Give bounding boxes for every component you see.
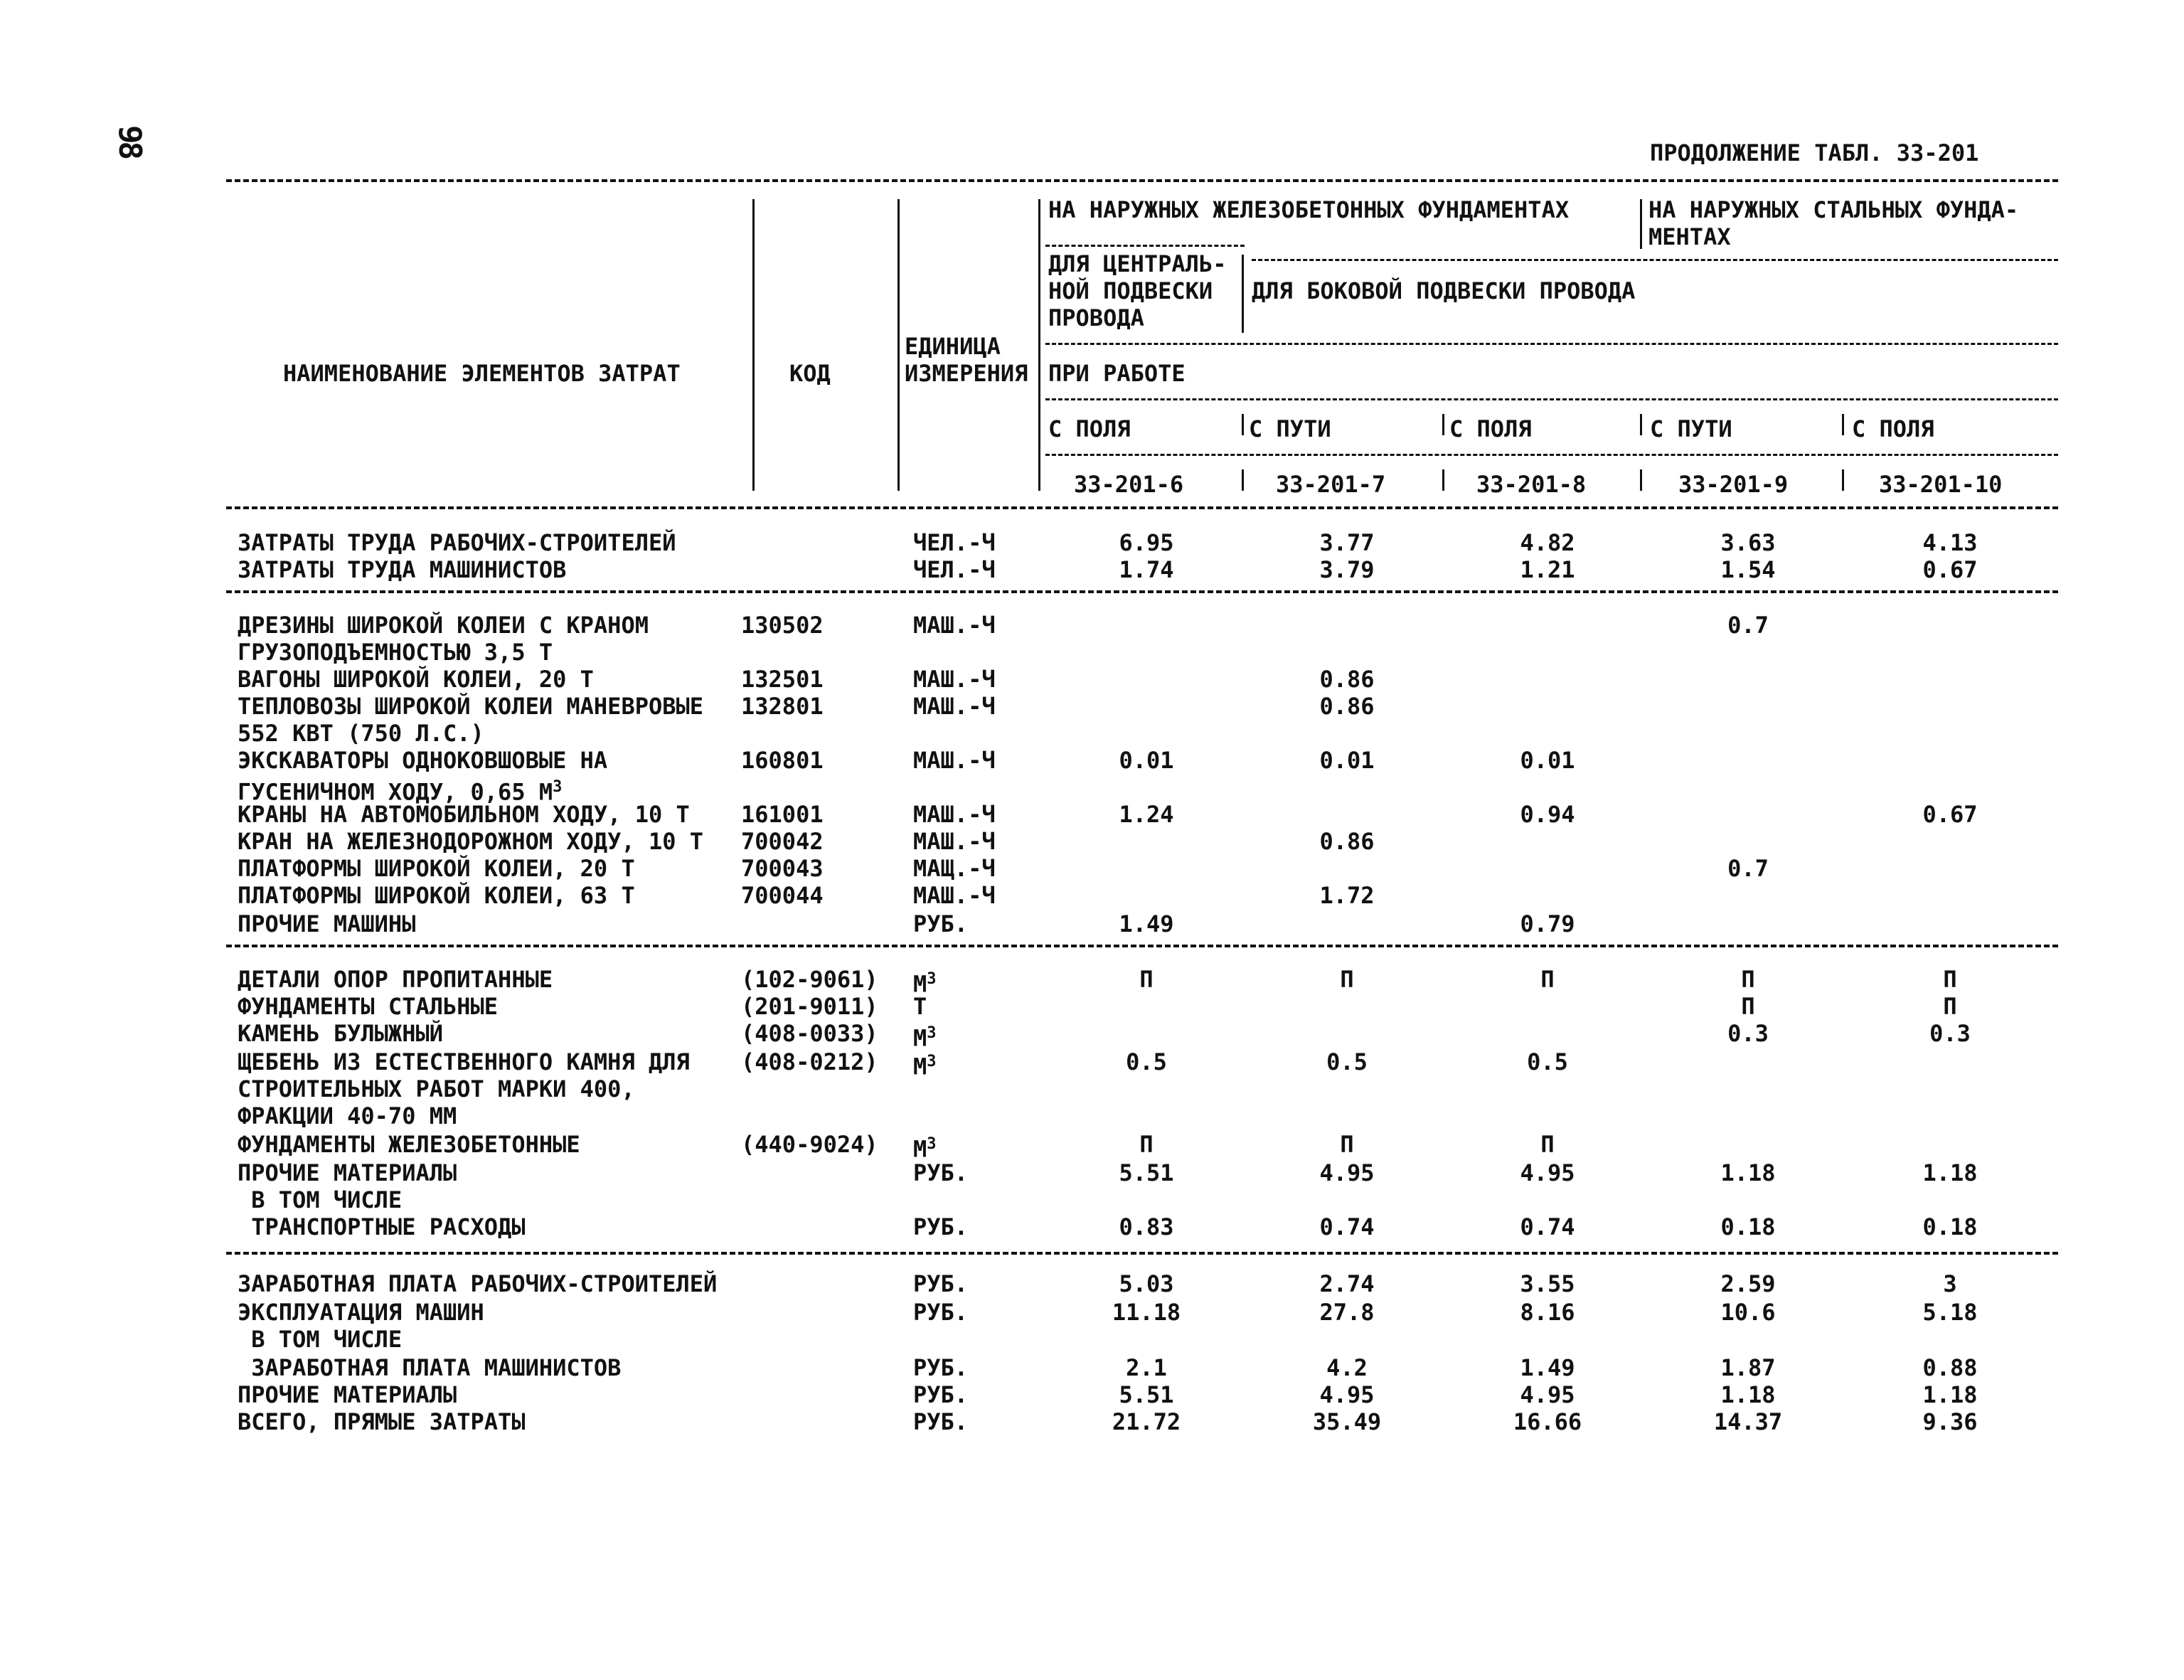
unit-of-measure: МАШ.-Ч (913, 747, 996, 774)
unit-of-measure: РУБ. (913, 1213, 969, 1240)
table-row (0, 801, 2184, 828)
table-top-rule (226, 179, 2058, 182)
value-cell: 2.74 (1319, 1270, 1375, 1297)
unit-of-measure: РУБ. (913, 910, 969, 937)
resource-code: 132501 (741, 666, 824, 693)
header-rule (1045, 343, 2058, 345)
header-rule (1045, 454, 2058, 456)
header-norm-code: 33-201-10 (1879, 471, 2003, 498)
value-cell: 0.5 (1326, 1048, 1368, 1075)
value-cell: 0.67 (1922, 801, 1978, 828)
unit-of-measure: ЧЕЛ.-Ч (913, 529, 996, 556)
value-cell: П (1540, 966, 1555, 993)
value-cell: 3.79 (1319, 556, 1375, 583)
cost-element-name: ПРОЧИЕ МАШИНЫ (238, 910, 416, 937)
value-cell: 16.66 (1513, 1408, 1582, 1435)
value-cell: 1.21 (1520, 556, 1575, 583)
value-cell: 0.67 (1922, 556, 1978, 583)
cost-element-name: В ТОМ ЧИСЛЕ (238, 1186, 403, 1213)
value-cell: 1.87 (1720, 1354, 1776, 1381)
value-cell: 0.18 (1922, 1213, 1978, 1240)
value-cell: 0.83 (1119, 1213, 1174, 1240)
table-row (0, 1186, 2184, 1213)
header-separator (1242, 469, 1244, 491)
value-cell: 0.3 (1727, 1020, 1769, 1047)
value-cell: 0.3 (1929, 1020, 1971, 1047)
value-cell: 1.49 (1520, 1354, 1575, 1381)
value-cell: 1.54 (1720, 556, 1776, 583)
value-cell: П (1139, 966, 1154, 993)
resource-code: (440-9024) (741, 1131, 878, 1158)
unit-of-measure: РУБ. (913, 1270, 969, 1297)
table-row (0, 612, 2184, 639)
value-cell: 35.49 (1312, 1408, 1382, 1435)
header-separator (1242, 255, 1244, 333)
cost-element-name: ПЛАТФОРМЫ ШИРОКОЙ КОЛЕИ, 63 Т (238, 882, 635, 909)
header-central-line3: ПРОВОДА (1048, 304, 1144, 331)
table-row (0, 1102, 2184, 1129)
resource-code: (408-0033) (741, 1020, 878, 1047)
value-cell: 5.51 (1119, 1381, 1174, 1408)
header-mode: С ПУТИ (1650, 415, 1732, 442)
header-separator (1842, 469, 1844, 491)
header-central-line1: ДЛЯ ЦЕНТРАЛЬ- (1048, 250, 1227, 277)
section-separator (226, 590, 2058, 593)
value-cell: П (1943, 993, 1957, 1020)
value-cell: 6.95 (1119, 529, 1174, 556)
cost-element-name: ЩЕБЕНЬ ИЗ ЕСТЕСТВЕННОГО КАМНЯ ДЛЯ (238, 1048, 690, 1075)
table-row (0, 720, 2184, 747)
cost-element-name: ДЕТАЛИ ОПОР ПРОПИТАННЫЕ (238, 966, 553, 993)
unit-of-measure: МАШ.-Ч (913, 882, 996, 909)
cost-element-name: ГРУЗОПОДЪЕМНОСТЬЮ 3,5 Т (238, 639, 553, 666)
cost-element-name: В ТОМ ЧИСЛЕ (238, 1326, 403, 1353)
table-row (0, 693, 2184, 720)
value-cell: 4.82 (1520, 529, 1575, 556)
header-code-column: КОД (789, 360, 831, 387)
value-cell: 3.77 (1319, 529, 1375, 556)
unit-of-measure: РУБ. (913, 1354, 969, 1381)
value-cell: 4.95 (1319, 1381, 1375, 1408)
value-cell: 0.74 (1319, 1213, 1375, 1240)
table-row (0, 774, 2184, 806)
header-group-steel-line1: НА НАРУЖНЫХ СТАЛЬНЫХ ФУНДА- (1648, 196, 2019, 223)
cost-element-name: ТЕПЛОВОЗЫ ШИРОКОЙ КОЛЕИ МАНЕВРОВЫЕ (238, 693, 704, 720)
cost-element-name: ВСЕГО, ПРЯМЫЕ ЗАТРАТЫ (238, 1408, 526, 1435)
value-cell: 0.18 (1720, 1213, 1776, 1240)
value-cell: 0.01 (1520, 747, 1575, 774)
table-row (0, 1048, 2184, 1080)
value-cell: 2.59 (1720, 1270, 1776, 1297)
value-cell: П (1340, 1131, 1354, 1158)
value-cell: П (1943, 966, 1957, 993)
table-row (0, 1381, 2184, 1408)
cost-element-name: ФУНДАМЕНТЫ СТАЛЬНЫЕ (238, 993, 499, 1020)
value-cell: 27.8 (1319, 1299, 1375, 1326)
value-cell: 3.55 (1520, 1270, 1575, 1297)
resource-code: (201-9011) (741, 993, 878, 1020)
value-cell: 1.72 (1319, 882, 1375, 909)
cost-element-name: ПЛАТФОРМЫ ШИРОКОЙ КОЛЕИ, 20 Т (238, 855, 635, 882)
unit-of-measure: $М^3$ (913, 1135, 937, 1163)
cost-element-name: ТРАНСПОРТНЫЕ РАСХОДЫ (238, 1213, 526, 1240)
cost-element-name: ВАГОНЫ ШИРОКОЙ КОЛЕИ, 20 Т (238, 666, 594, 693)
table-row (0, 882, 2184, 909)
unit-of-measure: Т (913, 993, 927, 1020)
value-cell: 4.95 (1319, 1159, 1375, 1186)
header-mode: С ПОЛЯ (1852, 415, 1934, 442)
value-cell: П (1741, 993, 1755, 1020)
value-cell: П (1540, 1131, 1555, 1158)
value-cell: 1.18 (1922, 1159, 1978, 1186)
unit-of-measure: РУБ. (913, 1408, 969, 1435)
cost-element-name: ЗАТРАТЫ ТРУДА МАШИНИСТОВ (238, 556, 567, 583)
table-row (0, 966, 2184, 998)
value-cell: 3 (1943, 1270, 1957, 1297)
table-row (0, 1354, 2184, 1381)
table-row (0, 1020, 2184, 1052)
page-number: 98 (112, 125, 148, 157)
value-cell: 5.51 (1119, 1159, 1174, 1186)
unit-of-measure: МАШ.-Ч (913, 828, 996, 855)
table-row (0, 855, 2184, 882)
table-row (0, 993, 2184, 1020)
table-row (0, 747, 2184, 774)
value-cell: 0.86 (1319, 828, 1375, 855)
header-separator (897, 199, 900, 491)
value-cell: 0.01 (1119, 747, 1174, 774)
table-row (0, 639, 2184, 666)
cost-element-name: ФУНДАМЕНТЫ ЖЕЛЕЗОБЕТОННЫЕ (238, 1131, 580, 1158)
value-cell: 4.13 (1922, 529, 1978, 556)
header-unit-line1: ЕДИНИЦА (905, 333, 1001, 360)
value-cell: 0.5 (1126, 1048, 1167, 1075)
value-cell: П (1340, 966, 1354, 993)
value-cell: 0.5 (1527, 1048, 1568, 1075)
unit-of-measure: ЧЕЛ.-Ч (913, 556, 996, 583)
value-cell: 0.7 (1727, 612, 1769, 639)
value-cell: 8.16 (1520, 1299, 1575, 1326)
header-side-suspension: ДЛЯ БОКОВОЙ ПОДВЕСКИ ПРОВОДА (1252, 277, 1636, 304)
resource-code: 700042 (741, 828, 824, 855)
unit-of-measure: РУБ. (913, 1159, 969, 1186)
value-cell: 0.79 (1520, 910, 1575, 937)
unit-of-measure: РУБ. (913, 1299, 969, 1326)
value-cell: 11.18 (1112, 1299, 1181, 1326)
cost-element-name: ГУСЕНИЧНОМ ХОДУ, 0,65 $М^3$ (238, 778, 563, 806)
unit-of-measure: РУБ. (913, 1381, 969, 1408)
header-separator (1640, 414, 1642, 435)
value-cell: П (1741, 966, 1755, 993)
header-mode: С ПУТИ (1249, 415, 1331, 442)
value-cell: П (1139, 1131, 1154, 1158)
cost-element-name: ДРЕЗИНЫ ШИРОКОЙ КОЛЕИ С КРАНОМ (238, 612, 649, 639)
resource-code: (102-9061) (741, 966, 878, 993)
cost-element-name: КРАНЫ НА АВТОМОБИЛЬНОМ ХОДУ, 10 Т (238, 801, 690, 828)
unit-of-measure: МАШ.-Ч (913, 612, 996, 639)
cost-element-name: ЭКСПЛУАТАЦИЯ МАШИН (238, 1299, 484, 1326)
table-row (0, 529, 2184, 556)
cost-element-name: ЗАРАБОТНАЯ ПЛАТА РАБОЧИХ-СТРОИТЕЛЕЙ (238, 1270, 718, 1297)
header-group-steel-line2: МЕНТАХ (1648, 223, 1731, 250)
cost-element-name: ЭКСКАВАТОРЫ ОДНОКОВШОВЫЕ НА (238, 747, 608, 774)
cost-element-name: ФРАКЦИИ 40-70 ММ (238, 1102, 457, 1129)
value-cell: 0.88 (1922, 1354, 1978, 1381)
cost-element-name: ПРОЧИЕ МАТЕРИАЛЫ (238, 1381, 457, 1408)
resource-code: 130502 (741, 612, 824, 639)
section-separator (226, 1252, 2058, 1255)
value-cell: 14.37 (1713, 1408, 1783, 1435)
header-separator (1242, 414, 1244, 435)
header-separator (1640, 199, 1642, 249)
value-cell: 5.18 (1922, 1299, 1978, 1326)
table-row (0, 556, 2184, 583)
value-cell: 5.03 (1119, 1270, 1174, 1297)
unit-of-measure: МАШ.-Ч (913, 693, 996, 720)
value-cell: 1.49 (1119, 910, 1174, 937)
value-cell: 1.18 (1720, 1159, 1776, 1186)
header-norm-code: 33-201-8 (1476, 471, 1587, 498)
value-cell: 0.74 (1520, 1213, 1575, 1240)
header-at-work: ПРИ РАБОТЕ (1048, 360, 1186, 387)
table-row (0, 1299, 2184, 1326)
header-rule (1045, 398, 2058, 400)
table-row (0, 828, 2184, 855)
header-unit-line2: ИЗМЕРЕНИЯ (905, 360, 1028, 387)
header-central-line2: НОЙ ПОДВЕСКИ (1048, 277, 1213, 304)
table-row (0, 1075, 2184, 1102)
resource-code: (408-0212) (741, 1048, 878, 1075)
value-cell: 1.18 (1922, 1381, 1978, 1408)
table-row (0, 666, 2184, 693)
header-mode: С ПОЛЯ (1048, 415, 1131, 442)
value-cell: 0.7 (1727, 855, 1769, 882)
cost-element-name: ПРОЧИЕ МАТЕРИАЛЫ (238, 1159, 457, 1186)
value-cell: 1.18 (1720, 1381, 1776, 1408)
table-row (0, 1159, 2184, 1186)
header-mode: С ПОЛЯ (1449, 415, 1532, 442)
table-row (0, 1408, 2184, 1435)
unit-of-measure: МАЩ.-Ч (913, 855, 996, 882)
header-rule (1045, 245, 1245, 247)
unit-of-measure: $М^3$ (913, 1053, 937, 1080)
header-rule (1252, 259, 2058, 261)
cost-element-name: ЗАРАБОТНАЯ ПЛАТА МАШИНИСТОВ (238, 1354, 622, 1381)
value-cell: 1.74 (1119, 556, 1174, 583)
value-cell: 1.24 (1119, 801, 1174, 828)
resource-code: 161001 (741, 801, 824, 828)
header-separator (1640, 469, 1642, 491)
table-row (0, 1213, 2184, 1240)
value-cell: 4.95 (1520, 1159, 1575, 1186)
cost-element-name: 552 КВТ (750 Л.С.) (238, 720, 484, 747)
resource-code: 700043 (741, 855, 824, 882)
table-row (0, 910, 2184, 937)
resource-code: 132801 (741, 693, 824, 720)
unit-of-measure: МАШ.-Ч (913, 666, 996, 693)
unit-of-measure: $М^3$ (913, 1024, 937, 1052)
value-cell: 0.86 (1319, 666, 1375, 693)
value-cell: 3.63 (1720, 529, 1776, 556)
value-cell: 4.2 (1326, 1354, 1368, 1381)
cost-element-name: КАМЕНЬ БУЛЫЖНЫЙ (238, 1020, 443, 1047)
header-separator (1842, 414, 1844, 435)
resource-code: 700044 (741, 882, 824, 909)
value-cell: 0.86 (1319, 693, 1375, 720)
header-separator (1442, 414, 1444, 435)
value-cell: 2.1 (1126, 1354, 1167, 1381)
table-row (0, 1326, 2184, 1353)
value-cell: 4.95 (1520, 1381, 1575, 1408)
continuation-title: ПРОДОЛЖЕНИЕ ТАБЛ. 33-201 (1650, 139, 1979, 166)
section-separator (226, 945, 2058, 947)
header-separator (1038, 199, 1040, 491)
header-norm-code: 33-201-7 (1276, 471, 1386, 498)
cost-element-name: ЗАТРАТЫ ТРУДА РАБОЧИХ-СТРОИТЕЛЕЙ (238, 529, 676, 556)
value-cell: 9.36 (1922, 1408, 1978, 1435)
table-row (0, 1131, 2184, 1163)
header-norm-code: 33-201-9 (1678, 471, 1789, 498)
unit-of-measure: $М^3$ (913, 970, 937, 998)
cost-element-name: СТРОИТЕЛЬНЫХ РАБОТ МАРКИ 400, (238, 1075, 635, 1102)
header-separator (1442, 469, 1444, 491)
value-cell: 10.6 (1720, 1299, 1776, 1326)
value-cell: 21.72 (1112, 1408, 1181, 1435)
resource-code: 160801 (741, 747, 824, 774)
table-row (0, 1270, 2184, 1297)
unit-of-measure: МАШ.-Ч (913, 801, 996, 828)
value-cell: 0.94 (1520, 801, 1575, 828)
value-cell: 0.01 (1319, 747, 1375, 774)
header-norm-code: 33-201-6 (1074, 471, 1184, 498)
header-separator (752, 199, 755, 491)
section-separator (226, 506, 2058, 509)
header-group-concrete: НА НАРУЖНЫХ ЖЕЛЕЗОБЕТОННЫХ ФУНДАМЕНТАХ (1048, 196, 1570, 223)
cost-element-name: КРАН НА ЖЕЛЕЗНОДОРОЖНОМ ХОДУ, 10 Т (238, 828, 704, 855)
header-name-column: НАИМЕНОВАНИЕ ЭЛЕМЕНТОВ ЗАТРАТ (283, 360, 681, 387)
